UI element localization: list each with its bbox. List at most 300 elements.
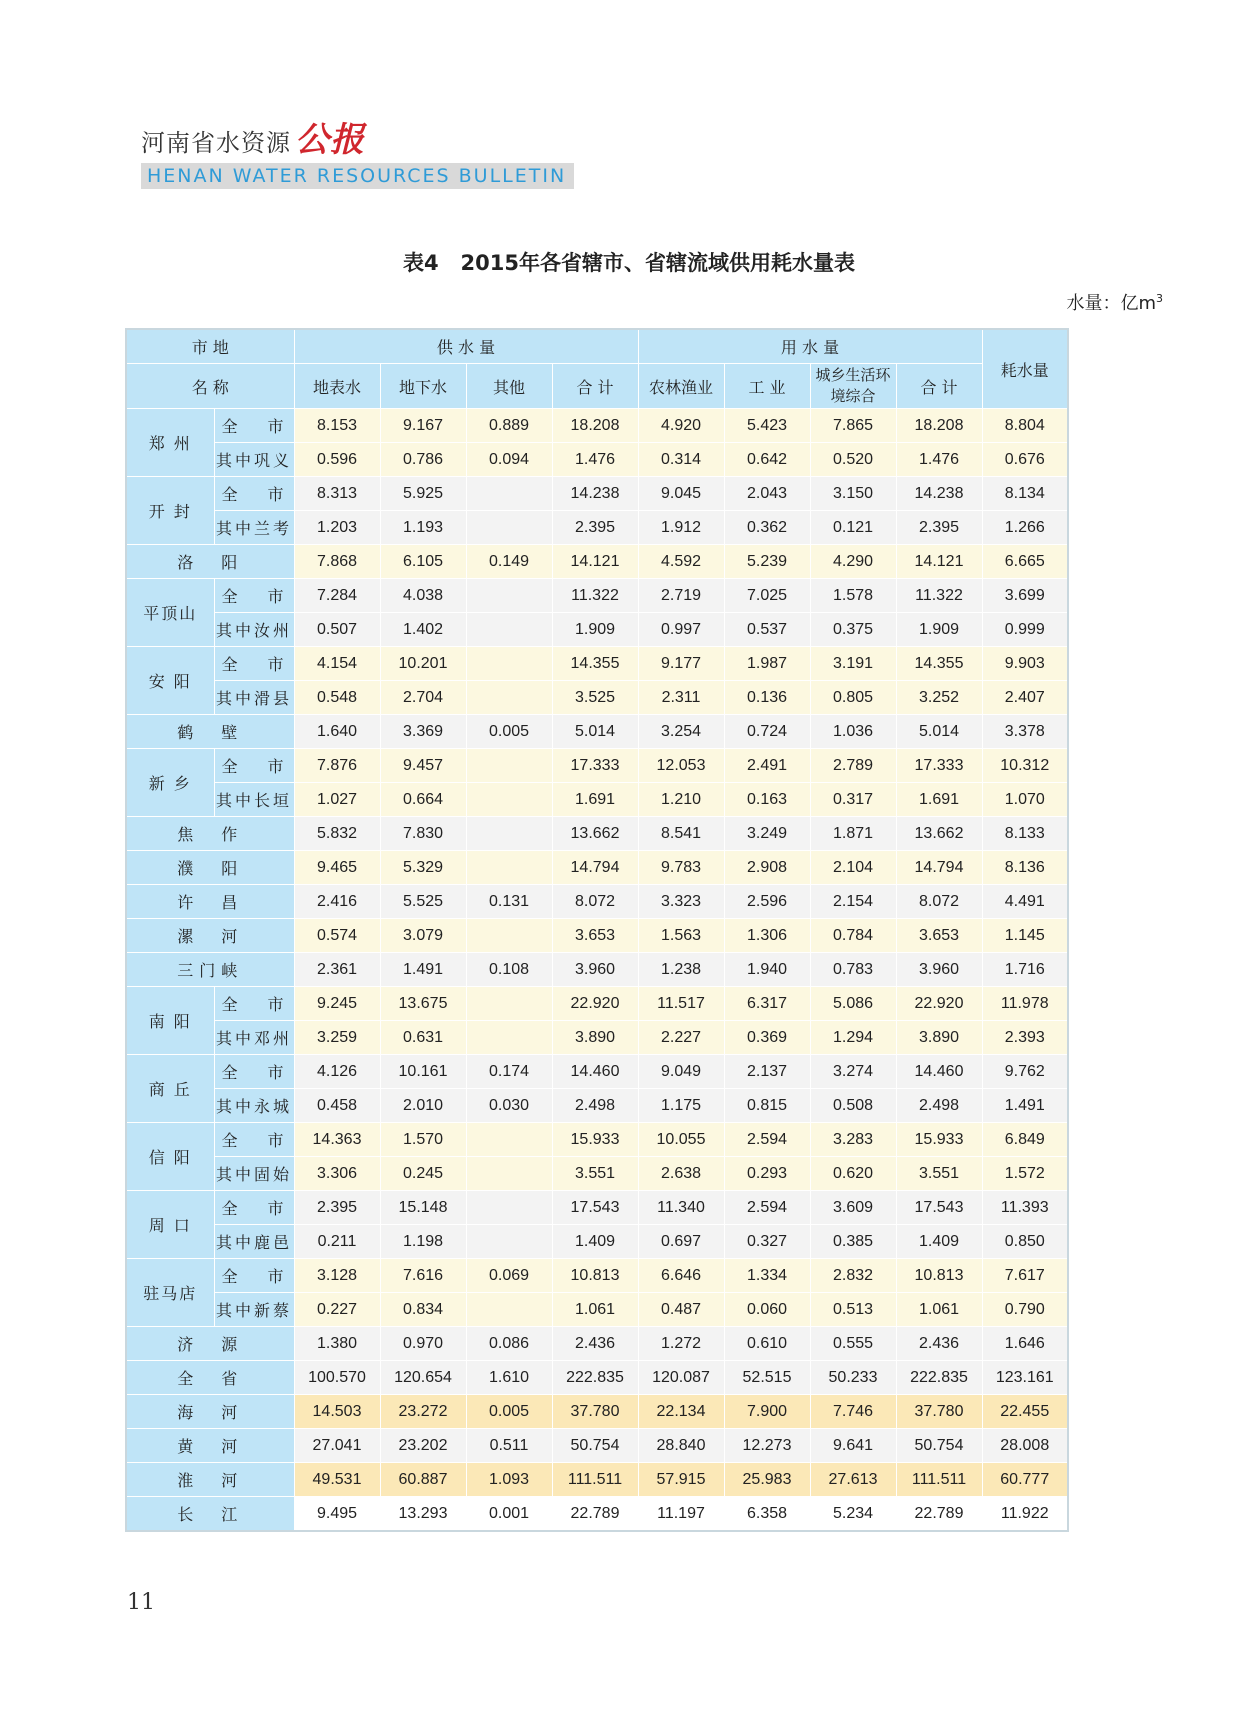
water-supply-use-table <box>125 328 1069 1532</box>
table-cell: 1.476 <box>552 443 638 477</box>
table-cell: 0.697 <box>638 1225 724 1259</box>
table-cell: 1.572 <box>982 1157 1068 1191</box>
table-cell: 14.460 <box>896 1055 982 1089</box>
table-cell: 0.005 <box>466 715 552 749</box>
table-row <box>126 1191 1068 1225</box>
table-cell: 6.665 <box>982 545 1068 579</box>
supply-group-header: 供 水 量 <box>294 329 638 364</box>
table-cell: 1.940 <box>724 953 810 987</box>
table-cell: 2.436 <box>896 1327 982 1361</box>
table-cell: 0.520 <box>810 443 896 477</box>
table-cell: 9.495 <box>294 1497 380 1532</box>
table-cell: 0.086 <box>466 1327 552 1361</box>
table-cell: 14.794 <box>552 851 638 885</box>
table-cell: 0.163 <box>724 783 810 817</box>
table-cell: 6.358 <box>724 1497 810 1532</box>
table-cell: 0.507 <box>294 613 380 647</box>
table-cell: 8.072 <box>552 885 638 919</box>
table-cell: 50.754 <box>896 1429 982 1463</box>
table-row <box>126 1497 1068 1532</box>
table-row <box>126 885 1068 919</box>
city-group-name: 郑 州 <box>126 409 214 477</box>
table-row <box>126 1463 1068 1497</box>
table-cell: 0.850 <box>982 1225 1068 1259</box>
table-cell: 2.719 <box>638 579 724 613</box>
table-cell: 1.476 <box>896 443 982 477</box>
unit-text: 水量：亿m <box>1066 293 1156 314</box>
table-cell: 14.794 <box>896 851 982 885</box>
table-cell: 0.815 <box>724 1089 810 1123</box>
col-header: 城乡生活环境综合 <box>810 364 896 409</box>
city-group-name: 安 阳 <box>126 647 214 715</box>
table-row <box>126 1055 1068 1089</box>
table-cell: 2.638 <box>638 1157 724 1191</box>
col-header: 其他 <box>466 364 552 409</box>
table-cell: 0.030 <box>466 1089 552 1123</box>
sub-region-name: 全 市 <box>214 1055 294 1089</box>
table-cell: 0.574 <box>294 919 380 953</box>
table-cell <box>466 987 552 1021</box>
table-cell: 1.570 <box>380 1123 466 1157</box>
table-cell: 22.455 <box>982 1395 1068 1429</box>
table-cell: 1.145 <box>982 919 1068 953</box>
table-cell: 10.161 <box>380 1055 466 1089</box>
table-row <box>126 477 1068 511</box>
table-cell: 4.290 <box>810 545 896 579</box>
table-cell: 22.920 <box>552 987 638 1021</box>
table-cell: 8.313 <box>294 477 380 511</box>
table-cell: 3.609 <box>810 1191 896 1225</box>
table-cell: 111.511 <box>552 1463 638 1497</box>
table-cell: 0.121 <box>810 511 896 545</box>
table-cell: 22.789 <box>552 1497 638 1532</box>
corner-top: 市 地 <box>126 329 294 364</box>
table-cell: 1.380 <box>294 1327 380 1361</box>
table-cell: 10.312 <box>982 749 1068 783</box>
table-cell: 2.832 <box>810 1259 896 1293</box>
table-cell: 1.061 <box>896 1293 982 1327</box>
sub-region-name: 全 市 <box>214 987 294 1021</box>
table-cell: 2.010 <box>380 1089 466 1123</box>
table-cell <box>466 511 552 545</box>
table-cell: 0.664 <box>380 783 466 817</box>
table-cell: 13.662 <box>552 817 638 851</box>
sub-region-name: 其中滑县 <box>214 681 294 715</box>
table-cell: 2.043 <box>724 477 810 511</box>
table-cell: 2.596 <box>724 885 810 919</box>
bulletin-masthead <box>141 112 574 189</box>
table-cell: 13.662 <box>896 817 982 851</box>
sub-region-name: 全 市 <box>214 749 294 783</box>
table-cell: 2.137 <box>724 1055 810 1089</box>
table-cell <box>466 1293 552 1327</box>
table-cell: 2.498 <box>552 1089 638 1123</box>
table-cell: 0.508 <box>810 1089 896 1123</box>
table-cell: 0.724 <box>724 715 810 749</box>
table-cell: 0.784 <box>810 919 896 953</box>
table-cell: 4.592 <box>638 545 724 579</box>
table-cell: 0.783 <box>810 953 896 987</box>
table-cell: 6.317 <box>724 987 810 1021</box>
table-cell: 10.813 <box>896 1259 982 1293</box>
col-header: 合 计 <box>552 364 638 409</box>
table-cell: 2.395 <box>552 511 638 545</box>
table-cell: 0.131 <box>466 885 552 919</box>
table-cell: 25.983 <box>724 1463 810 1497</box>
col-header: 地表水 <box>294 364 380 409</box>
table-cell: 0.211 <box>294 1225 380 1259</box>
table-cell: 120.087 <box>638 1361 724 1395</box>
table-cell: 1.912 <box>638 511 724 545</box>
table-cell: 1.027 <box>294 783 380 817</box>
table-row <box>126 749 1068 783</box>
table-row <box>126 613 1068 647</box>
table-cell: 123.161 <box>982 1361 1068 1395</box>
table-cell: 8.541 <box>638 817 724 851</box>
sub-region-name: 全 市 <box>214 477 294 511</box>
table-cell: 3.960 <box>896 953 982 987</box>
region-name: 全 省 <box>126 1361 294 1395</box>
table-cell: 3.191 <box>810 647 896 681</box>
table-cell: 14.503 <box>294 1395 380 1429</box>
table-cell: 0.362 <box>724 511 810 545</box>
table-cell: 0.834 <box>380 1293 466 1327</box>
table-cell: 11.322 <box>552 579 638 613</box>
table-cell: 2.407 <box>982 681 1068 715</box>
region-name: 鹤 壁 <box>126 715 294 749</box>
table-row <box>126 681 1068 715</box>
sub-region-name: 其中新蔡 <box>214 1293 294 1327</box>
table-cell: 7.900 <box>724 1395 810 1429</box>
table-cell: 0.227 <box>294 1293 380 1327</box>
unit-label <box>1066 289 1163 315</box>
table-cell: 0.513 <box>810 1293 896 1327</box>
table-cell: 8.136 <box>982 851 1068 885</box>
table-cell: 7.830 <box>380 817 466 851</box>
table-cell: 2.908 <box>724 851 810 885</box>
sub-region-name: 其中长垣 <box>214 783 294 817</box>
table-cell: 0.369 <box>724 1021 810 1055</box>
table-cell: 7.617 <box>982 1259 1068 1293</box>
table-cell: 7.865 <box>810 409 896 443</box>
table-cell: 222.835 <box>896 1361 982 1395</box>
table-cell: 4.491 <box>982 885 1068 919</box>
table-cell: 3.259 <box>294 1021 380 1055</box>
table-cell: 9.465 <box>294 851 380 885</box>
city-group-name: 驻马店 <box>126 1259 214 1327</box>
table-cell: 11.340 <box>638 1191 724 1225</box>
region-name: 洛 阳 <box>126 545 294 579</box>
table-cell: 15.933 <box>896 1123 982 1157</box>
table-cell: 9.177 <box>638 647 724 681</box>
table-cell: 0.970 <box>380 1327 466 1361</box>
table-cell: 3.890 <box>896 1021 982 1055</box>
table-cell: 7.616 <box>380 1259 466 1293</box>
masthead-english: HENAN WATER RESOURCES BULLETIN <box>141 163 574 189</box>
table-cell: 14.121 <box>896 545 982 579</box>
sub-region-name: 其中永城 <box>214 1089 294 1123</box>
col-header: 合 计 <box>896 364 982 409</box>
use-group-header: 用 水 量 <box>638 329 982 364</box>
table-cell: 3.254 <box>638 715 724 749</box>
table-cell: 17.543 <box>552 1191 638 1225</box>
table-row <box>126 1327 1068 1361</box>
table-cell: 22.789 <box>896 1497 982 1532</box>
col-header: 农林渔业 <box>638 364 724 409</box>
table-row <box>126 1123 1068 1157</box>
city-group-name: 新 乡 <box>126 749 214 817</box>
unit-superscript: 3 <box>1156 292 1163 305</box>
sub-region-name: 全 市 <box>214 647 294 681</box>
table-cell <box>466 851 552 885</box>
table-cell: 3.960 <box>552 953 638 987</box>
sub-region-name: 全 市 <box>214 409 294 443</box>
region-name: 淮 河 <box>126 1463 294 1497</box>
table-cell: 0.596 <box>294 443 380 477</box>
table-cell: 0.999 <box>982 613 1068 647</box>
table-cell <box>466 1157 552 1191</box>
table-row <box>126 1225 1068 1259</box>
table-cell <box>466 817 552 851</box>
table-cell: 1.640 <box>294 715 380 749</box>
table-cell: 0.005 <box>466 1395 552 1429</box>
table-cell: 14.355 <box>896 647 982 681</box>
table-row <box>126 987 1068 1021</box>
region-name: 濮 阳 <box>126 851 294 885</box>
table-cell: 10.201 <box>380 647 466 681</box>
table-cell: 2.361 <box>294 953 380 987</box>
table-cell: 14.460 <box>552 1055 638 1089</box>
table-row <box>126 579 1068 613</box>
table-cell: 0.317 <box>810 783 896 817</box>
table-cell: 0.001 <box>466 1497 552 1532</box>
table-cell: 0.069 <box>466 1259 552 1293</box>
table-cell: 10.055 <box>638 1123 724 1157</box>
table-cell: 14.238 <box>896 477 982 511</box>
table-cell: 14.355 <box>552 647 638 681</box>
masthead-title: 河南省水资源 <box>141 129 291 157</box>
table-cell: 0.631 <box>380 1021 466 1055</box>
table-cell: 1.210 <box>638 783 724 817</box>
table-row <box>126 1259 1068 1293</box>
table-cell <box>466 783 552 817</box>
table-cell: 1.203 <box>294 511 380 545</box>
city-group-name: 周 口 <box>126 1191 214 1259</box>
region-name: 长 江 <box>126 1497 294 1532</box>
table-row <box>126 409 1068 443</box>
table-cell: 3.150 <box>810 477 896 511</box>
table-cell: 0.620 <box>810 1157 896 1191</box>
table-cell: 8.153 <box>294 409 380 443</box>
table-cell: 37.780 <box>896 1395 982 1429</box>
masthead-logo-text: 公报 <box>295 120 365 160</box>
table-cell: 0.487 <box>638 1293 724 1327</box>
table-cell: 1.563 <box>638 919 724 953</box>
table-cell: 0.511 <box>466 1429 552 1463</box>
table-cell: 1.266 <box>982 511 1068 545</box>
table-cell: 9.045 <box>638 477 724 511</box>
table-cell: 0.555 <box>810 1327 896 1361</box>
table-cell: 1.409 <box>896 1225 982 1259</box>
table-cell: 5.086 <box>810 987 896 1021</box>
table-cell: 23.272 <box>380 1395 466 1429</box>
table-cell: 18.208 <box>896 409 982 443</box>
table-cell: 5.239 <box>724 545 810 579</box>
table-cell: 14.238 <box>552 477 638 511</box>
sub-region-name: 其中巩义 <box>214 443 294 477</box>
sub-region-name: 其中汝州 <box>214 613 294 647</box>
table-cell: 2.393 <box>982 1021 1068 1055</box>
table-cell: 28.008 <box>982 1429 1068 1463</box>
table-cell: 0.174 <box>466 1055 552 1089</box>
table-cell: 13.675 <box>380 987 466 1021</box>
table-cell: 3.890 <box>552 1021 638 1055</box>
table-cell <box>466 1021 552 1055</box>
table-cell: 4.154 <box>294 647 380 681</box>
table-cell: 1.909 <box>552 613 638 647</box>
table-cell: 50.233 <box>810 1361 896 1395</box>
table-row <box>126 783 1068 817</box>
table-cell: 8.133 <box>982 817 1068 851</box>
table-cell: 60.777 <box>982 1463 1068 1497</box>
masthead-chinese <box>141 112 574 161</box>
table-cell: 1.987 <box>724 647 810 681</box>
table-cell: 120.654 <box>380 1361 466 1395</box>
table-cell: 49.531 <box>294 1463 380 1497</box>
table-cell: 2.498 <box>896 1089 982 1123</box>
table-cell: 9.641 <box>810 1429 896 1463</box>
table-cell: 14.363 <box>294 1123 380 1157</box>
table-cell: 3.369 <box>380 715 466 749</box>
table-cell: 1.871 <box>810 817 896 851</box>
table-cell: 1.691 <box>896 783 982 817</box>
table-cell: 0.889 <box>466 409 552 443</box>
table-cell: 2.395 <box>294 1191 380 1225</box>
table-cell: 4.920 <box>638 409 724 443</box>
table-cell: 1.491 <box>380 953 466 987</box>
table-cell: 0.375 <box>810 613 896 647</box>
table-cell: 1.294 <box>810 1021 896 1055</box>
table-cell: 3.323 <box>638 885 724 919</box>
table-cell: 37.780 <box>552 1395 638 1429</box>
table-cell <box>466 749 552 783</box>
table-body <box>126 409 1068 1532</box>
table-cell: 27.613 <box>810 1463 896 1497</box>
table-cell: 5.014 <box>552 715 638 749</box>
table-cell: 0.997 <box>638 613 724 647</box>
sub-region-name: 全 市 <box>214 1259 294 1293</box>
table-cell: 1.272 <box>638 1327 724 1361</box>
table-cell: 7.746 <box>810 1395 896 1429</box>
table-cell: 14.121 <box>552 545 638 579</box>
table-row <box>126 715 1068 749</box>
table-cell: 0.458 <box>294 1089 380 1123</box>
table-cell: 5.925 <box>380 477 466 511</box>
table-cell: 0.314 <box>638 443 724 477</box>
region-name: 三门峡 <box>126 953 294 987</box>
sub-region-name: 其中兰考 <box>214 511 294 545</box>
table-cell: 0.385 <box>810 1225 896 1259</box>
table-cell: 1.334 <box>724 1259 810 1293</box>
table-cell: 8.072 <box>896 885 982 919</box>
table-cell: 2.154 <box>810 885 896 919</box>
col-header: 工 业 <box>724 364 810 409</box>
table-cell: 0.094 <box>466 443 552 477</box>
table-cell: 222.835 <box>552 1361 638 1395</box>
table-cell: 8.134 <box>982 477 1068 511</box>
table-cell: 6.646 <box>638 1259 724 1293</box>
table-cell: 1.175 <box>638 1089 724 1123</box>
table-cell: 9.783 <box>638 851 724 885</box>
region-name: 济 源 <box>126 1327 294 1361</box>
table-cell: 1.909 <box>896 613 982 647</box>
table-row <box>126 1021 1068 1055</box>
table-cell: 0.805 <box>810 681 896 715</box>
consumption-header: 耗水量 <box>982 329 1068 409</box>
table-cell: 2.395 <box>896 511 982 545</box>
table-cell: 3.551 <box>896 1157 982 1191</box>
table-cell <box>466 1123 552 1157</box>
table-cell: 0.676 <box>982 443 1068 477</box>
sub-region-name: 其中邓州 <box>214 1021 294 1055</box>
table-cell: 0.327 <box>724 1225 810 1259</box>
table-cell: 0.060 <box>724 1293 810 1327</box>
table-cell: 0.136 <box>724 681 810 715</box>
table-cell: 1.691 <box>552 783 638 817</box>
table-cell: 0.790 <box>982 1293 1068 1327</box>
table-cell: 52.515 <box>724 1361 810 1395</box>
table-cell: 2.594 <box>724 1123 810 1157</box>
table-cell: 1.093 <box>466 1463 552 1497</box>
corner-bottom: 名 称 <box>126 364 294 409</box>
region-name: 许 昌 <box>126 885 294 919</box>
table-cell: 9.903 <box>982 647 1068 681</box>
table-cell: 100.570 <box>294 1361 380 1395</box>
table-cell: 0.293 <box>724 1157 810 1191</box>
table-cell: 9.167 <box>380 409 466 443</box>
table-cell: 3.653 <box>552 919 638 953</box>
table-cell: 0.642 <box>724 443 810 477</box>
table-cell: 11.393 <box>982 1191 1068 1225</box>
table-cell: 2.311 <box>638 681 724 715</box>
table-title: 表4 2015年各省辖市、省辖流域供用耗水量表 <box>403 251 855 275</box>
table-row <box>126 919 1068 953</box>
table-cell: 57.915 <box>638 1463 724 1497</box>
sub-region-name: 全 市 <box>214 579 294 613</box>
city-group-name: 开 封 <box>126 477 214 545</box>
table-cell: 3.699 <box>982 579 1068 613</box>
table-cell: 11.922 <box>982 1497 1068 1532</box>
table-cell: 23.202 <box>380 1429 466 1463</box>
table-cell: 3.249 <box>724 817 810 851</box>
table-row <box>126 545 1068 579</box>
region-name: 黄 河 <box>126 1429 294 1463</box>
table-cell: 1.646 <box>982 1327 1068 1361</box>
table-cell: 8.804 <box>982 409 1068 443</box>
table-cell <box>466 919 552 953</box>
table-cell: 5.832 <box>294 817 380 851</box>
table-cell: 6.105 <box>380 545 466 579</box>
table-cell: 17.333 <box>896 749 982 783</box>
table-cell: 10.813 <box>552 1259 638 1293</box>
sub-region-name: 全 市 <box>214 1123 294 1157</box>
table-cell: 5.234 <box>810 1497 896 1532</box>
table-cell: 0.245 <box>380 1157 466 1191</box>
table-cell: 1.198 <box>380 1225 466 1259</box>
table-cell: 17.543 <box>896 1191 982 1225</box>
table-row <box>126 1157 1068 1191</box>
table-cell: 18.208 <box>552 409 638 443</box>
